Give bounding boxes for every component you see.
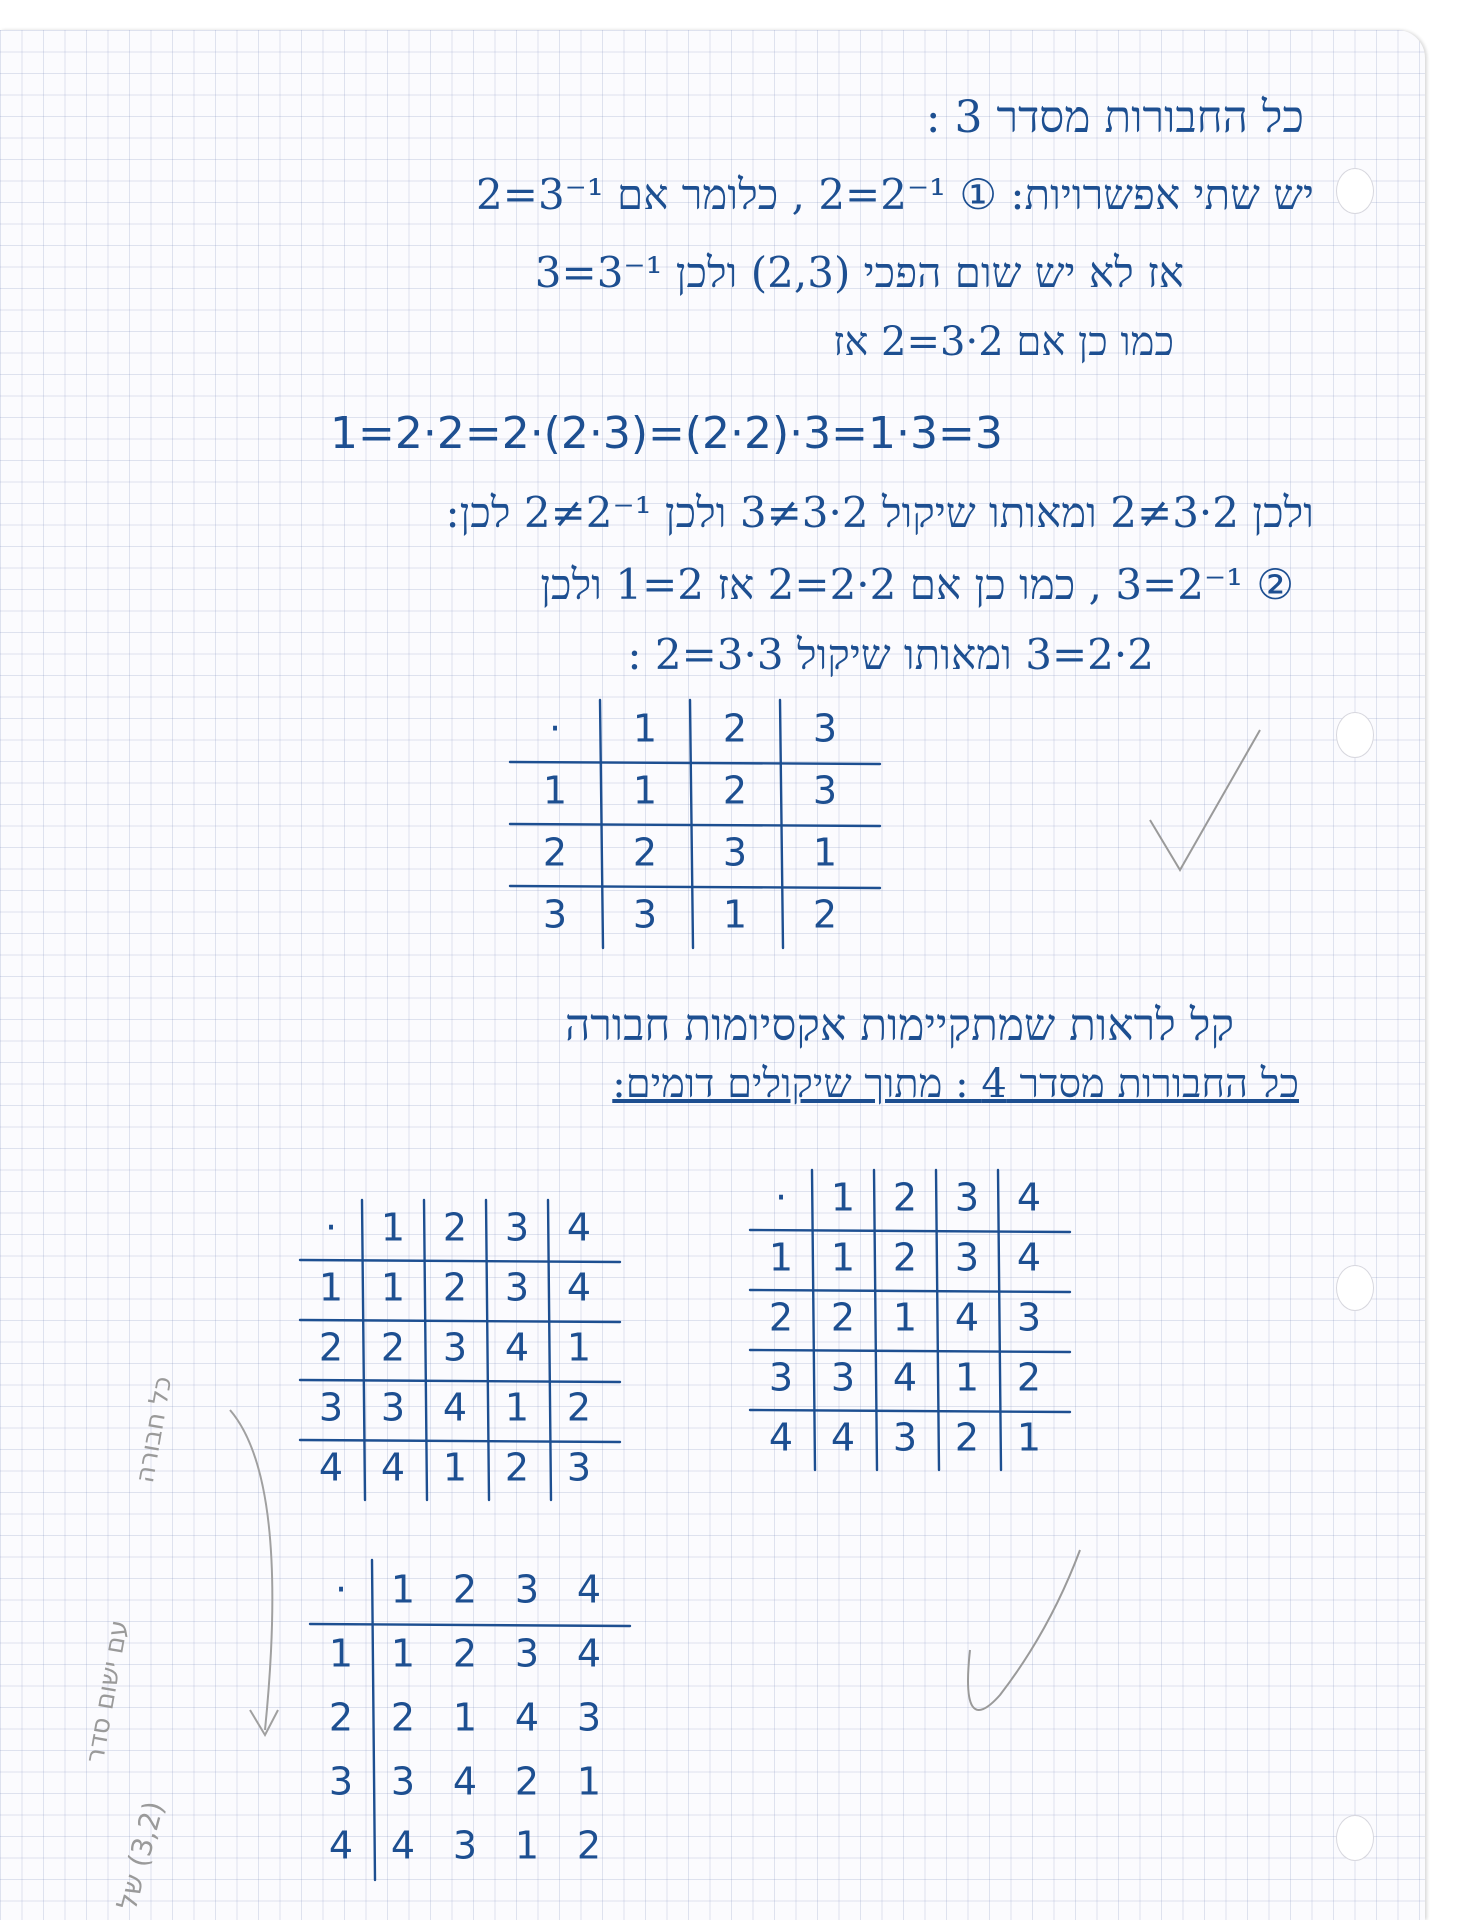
table-header-cell: 2 <box>722 706 748 751</box>
table-grid-line <box>998 1170 1001 1470</box>
table-header-cell: 3 <box>504 1205 530 1250</box>
table-cell: 2 <box>514 1759 540 1804</box>
table-grid-line <box>548 1200 551 1500</box>
binder-hole <box>1336 1265 1374 1311</box>
table-header-cell: 3 <box>514 1567 540 1612</box>
table-header-cell: 1 <box>830 1175 856 1220</box>
heading-order-4: כל החבורות מסדר 4 : מתוך שיקולים דומים: <box>612 1061 1299 1107</box>
table-cell: 4 <box>1016 1235 1042 1280</box>
table-row-label: 3 <box>328 1759 354 1804</box>
table-cell: 4 <box>442 1385 468 1430</box>
table-grid-line <box>310 1624 630 1626</box>
table-cell: 3 <box>722 830 748 875</box>
table-cell: 2 <box>812 892 838 937</box>
table-cell: 3 <box>812 768 838 813</box>
equation-contradiction: 1=2·2=2·(2·3)=(2·2)·3=1·3=3 <box>330 408 1003 459</box>
line-if-2x3: כמו כן אם 2·3=2 אז <box>833 319 1174 365</box>
table-row-label: 1 <box>328 1631 354 1676</box>
table-grid-line <box>936 1170 939 1470</box>
table-cell: 1 <box>576 1759 602 1804</box>
table-row-label: 1 <box>318 1265 344 1310</box>
grader-note: (3,2) של <box>110 1797 171 1914</box>
table-header-cell: 1 <box>390 1567 416 1612</box>
table-cell: 3 <box>514 1631 540 1676</box>
table-cell: 3 <box>452 1823 478 1868</box>
table-cell: 1 <box>632 768 658 813</box>
table-cell: 3 <box>632 892 658 937</box>
binder-hole <box>1336 1815 1374 1861</box>
table-header-cell: 1 <box>632 706 658 751</box>
table-grid-line <box>300 1260 620 1262</box>
check-mark-icon <box>1110 720 1270 880</box>
table-grid-line <box>300 1320 620 1322</box>
heading-order-3: כל החבורות מסדר 3 : <box>925 92 1304 143</box>
table-header-cell: · <box>548 706 562 751</box>
table-cell: 2 <box>576 1823 602 1868</box>
table-cell: 1 <box>892 1295 918 1340</box>
table-cell: 1 <box>504 1385 530 1430</box>
table-row-label: 4 <box>328 1823 354 1868</box>
table-grid-line <box>510 762 880 764</box>
table-cell: 1 <box>812 830 838 875</box>
table-cell: 4 <box>954 1295 980 1340</box>
table-row-label: 4 <box>318 1445 344 1490</box>
table-header-cell: 3 <box>812 706 838 751</box>
arrow-icon <box>210 1400 310 1750</box>
table-cell: 4 <box>830 1415 856 1460</box>
table-row-label: 2 <box>542 830 568 875</box>
table-header-cell: 4 <box>566 1205 592 1250</box>
table-cell: 2 <box>452 1631 478 1676</box>
table-grid-line <box>424 1200 427 1500</box>
table-cell: 4 <box>380 1445 406 1490</box>
table-header-cell: · <box>324 1205 338 1250</box>
line-option-1: יש שתי אפשרויות: ① 2⁻¹=2 , כלומר אם 3⁻¹=2 <box>476 170 1314 219</box>
table-grid-line <box>750 1350 1070 1352</box>
table-row-label: 1 <box>542 768 568 813</box>
table-grid-line <box>372 1560 375 1880</box>
table-cell: 3 <box>442 1325 468 1370</box>
table-cell: 3 <box>380 1385 406 1430</box>
table-header-cell: 2 <box>892 1175 918 1220</box>
table-row-label: 4 <box>768 1415 794 1460</box>
table-cell: 2 <box>632 830 658 875</box>
line-axioms-hold: קל לראות שמתקיימות אקסיומות חבורה <box>564 1000 1234 1051</box>
table-header-cell: 2 <box>442 1205 468 1250</box>
grader-note: כל חבורה <box>130 1374 179 1486</box>
table-cell: 2 <box>390 1695 416 1740</box>
table-grid-line <box>750 1290 1070 1292</box>
table-grid-line <box>750 1230 1070 1232</box>
line-inverse-3: אז לא יש שום הפכי (2,3) ולכן 3⁻¹=3 <box>534 248 1184 297</box>
table-cell: 1 <box>722 892 748 937</box>
table-header-cell: 3 <box>954 1175 980 1220</box>
table-cell: 2 <box>380 1325 406 1370</box>
table-cell: 1 <box>566 1325 592 1370</box>
table-header-cell: · <box>774 1175 788 1220</box>
table-header-cell: · <box>334 1567 348 1612</box>
table-cell: 1 <box>452 1695 478 1740</box>
table-row-label: 2 <box>318 1325 344 1370</box>
table-grid-line <box>780 700 783 948</box>
table-row-label: 3 <box>768 1355 794 1400</box>
table-cell: 1 <box>380 1265 406 1310</box>
multiplication-table-order-3 <box>510 700 880 960</box>
multiplication-table-order-4-klein <box>750 1170 1090 1470</box>
table-header-cell: 4 <box>576 1567 602 1612</box>
binder-hole <box>1336 168 1374 214</box>
multiplication-table-order-4-cyclic <box>300 1200 650 1500</box>
table-cell: 2 <box>954 1415 980 1460</box>
table-grid-line <box>510 886 880 888</box>
table-cell: 4 <box>892 1355 918 1400</box>
multiplication-table-order-4-third <box>310 1560 650 1890</box>
table-cell: 2 <box>830 1295 856 1340</box>
table-cell: 3 <box>892 1415 918 1460</box>
table-cell: 2 <box>504 1445 530 1490</box>
table-cell: 1 <box>390 1631 416 1676</box>
table-cell: 3 <box>1016 1295 1042 1340</box>
table-header-cell: 2 <box>452 1567 478 1612</box>
table-row-label: 2 <box>328 1695 354 1740</box>
line-option-2: ② 2⁻¹=3 , כמו כן אם 2·2=2 אז 2=1 ולכן <box>540 560 1294 609</box>
table-grid-line <box>300 1440 620 1442</box>
table-cell: 3 <box>830 1355 856 1400</box>
table-cell: 4 <box>566 1265 592 1310</box>
table-cell: 3 <box>566 1445 592 1490</box>
table-cell: 1 <box>1016 1415 1042 1460</box>
table-row-label: 2 <box>768 1295 794 1340</box>
table-header-cell: 1 <box>380 1205 406 1250</box>
table-grid-line <box>874 1170 877 1470</box>
table-grid-line <box>300 1380 620 1382</box>
table-cell: 1 <box>954 1355 980 1400</box>
check-mark-icon <box>960 1540 1090 1740</box>
table-grid-line <box>812 1170 815 1470</box>
table-grid-line <box>486 1200 489 1500</box>
table-grid-line <box>510 824 880 826</box>
table-row-label: 1 <box>768 1235 794 1280</box>
table-grid-line <box>750 1410 1070 1412</box>
grader-note: עם ישום סדר <box>80 1617 135 1766</box>
table-cell: 3 <box>504 1265 530 1310</box>
table-cell: 2 <box>1016 1355 1042 1400</box>
binder-hole <box>1336 712 1374 758</box>
table-row-label: 3 <box>542 892 568 937</box>
table-cell: 2 <box>722 768 748 813</box>
table-cell: 3 <box>390 1759 416 1804</box>
table-cell: 4 <box>514 1695 540 1740</box>
table-cell: 4 <box>452 1759 478 1804</box>
table-cell: 2 <box>442 1265 468 1310</box>
table-cell: 1 <box>514 1823 540 1868</box>
line-therefore: ולכן 2·3≠2 ומאותו שיקול 2·3≠3 ולכן 2⁻¹≠2 לכן: <box>445 488 1314 537</box>
table-cell: 1 <box>442 1445 468 1490</box>
line-2x2-eq-3: 2·2=3 ומאותו שיקול 3·3=2 : <box>627 630 1154 679</box>
table-header-cell: 4 <box>1016 1175 1042 1220</box>
table-grid-line <box>362 1200 365 1500</box>
table-cell: 3 <box>576 1695 602 1740</box>
table-cell: 4 <box>576 1631 602 1676</box>
table-cell: 4 <box>390 1823 416 1868</box>
table-row-label: 3 <box>318 1385 344 1430</box>
table-cell: 4 <box>504 1325 530 1370</box>
table-cell: 2 <box>892 1235 918 1280</box>
table-cell: 3 <box>954 1235 980 1280</box>
table-cell: 1 <box>830 1235 856 1280</box>
table-cell: 2 <box>566 1385 592 1430</box>
